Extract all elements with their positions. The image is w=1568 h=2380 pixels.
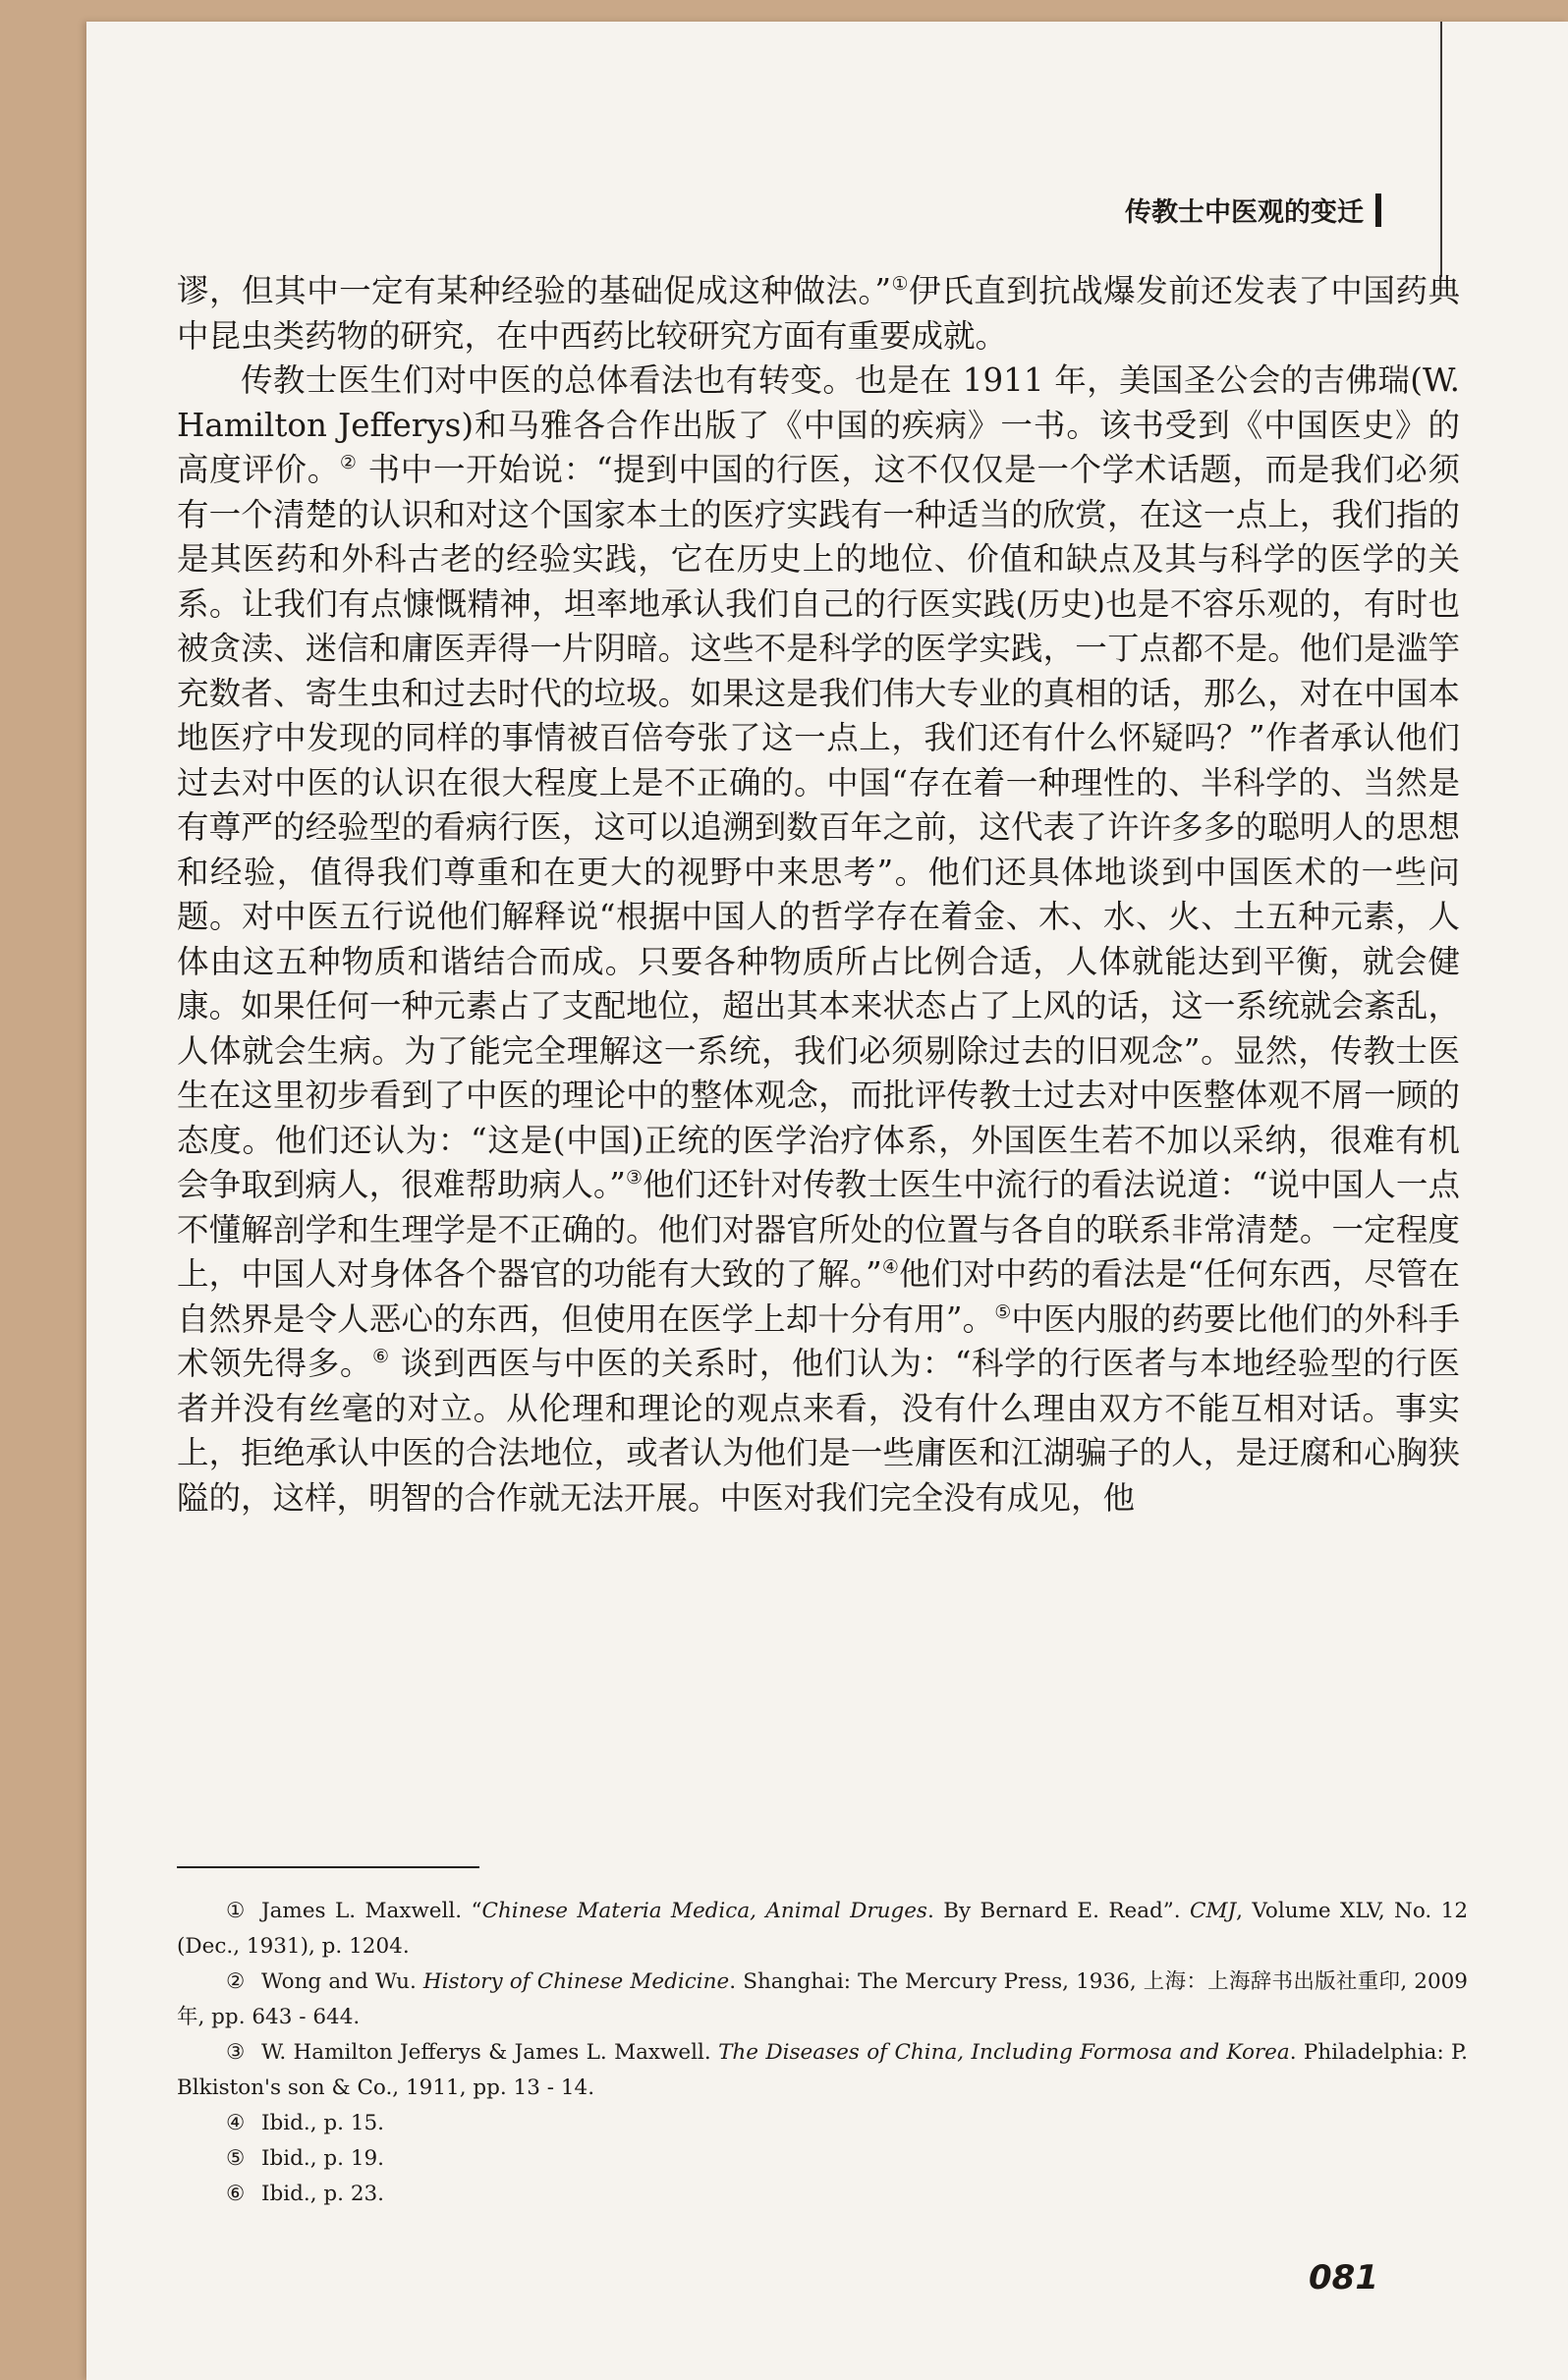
header-bar-mark: [1375, 194, 1381, 227]
footnote-ref-2: ②: [339, 452, 358, 474]
footnote-ref-5: ⑤: [994, 1301, 1012, 1323]
footnote-italic: The Diseases of China, Including Formosa and Korea: [718, 2040, 1290, 2065]
footnote-italic: CMJ: [1190, 1899, 1237, 1923]
running-header: [1125, 191, 1381, 229]
paragraph-2-text-b: 书中一开始说：“提到中国的行医，这不仅仅是一个学术话题，而是我们必须有一个清楚的认识和对这个国家本土的医疗实践有一种适当的欣赏，在这一点上，我们指的是其医药和外科古老的经验实践，它在历史上的地位、价值和缺点及其与科学的医学的关系。让我们有点慷慨精神，坦率地承认我们自己的行医实践(历史)也是不容乐观的，有时也被贪渎、迷信和庸医弄得一片阴暗。这些不是科学的医学实践，一丁点都不是。他们是滥竽充数者、寄生虫和过去时代的垃圾。如果这是我们伟大专业的真相的话，那么，对在中国本地医疗中发现的同样的事情被百倍夸张了这一点上，我们还有什么怀疑吗？”作者承认他们过去对中医的认识在很大程度上是不正确的。中国“存在着一种理性的、半科学的、当然是有尊严的经验型的看病行医，这可以追溯到数百年之前，这代表了许许多多的聪明人的思想和经验，值得我们尊重和在更大的视野中来思考”。他们还具体地谈到中国医术的一些问题。对中医五行说他们解释说“根据中国人的哲学存在着金、木、水、火、土五种元素，人体由这五种物质和谐结合而成。只要各种物质所占比例合适，人体就能达到平衡，就会健康。如果任何一种元素占了支配地位，超出其本来状态占了上风的话，这一系统就会紊乱，人体就会生病。为了能完全理解这一系统，我们必须剔除过去的旧观念”。显然，传教士医生在这里初步看到了中医的理论中的整体观念，而批评传教士过去对中医整体观不屑一顾的态度。他们还认为：“这是(中国)正统的医学治疗体系，外国医生若不加以采纳，很难有机会争取到病人，很难帮助病人。”: [177, 451, 1460, 1203]
footnote-5: [177, 2141, 1468, 2177]
footnote-mark: ⑤: [226, 2146, 246, 2171]
footnote-text: Ibid., p. 23.: [261, 2182, 385, 2206]
paragraph-1: [177, 269, 1460, 359]
page-number: 081: [1309, 2258, 1378, 2297]
body-text: [177, 269, 1460, 1521]
footnote-text: . Philadelphia: P. Blkiston's son & Co., 1911, pp. 13 - 14.: [177, 2040, 1468, 2100]
footnote-text: Ibid., p. 15.: [261, 2111, 385, 2135]
footnote-mark: ③: [226, 2040, 246, 2065]
paragraph-2-text-d: 他们对中药的看法是“任何东西，尽管在自然界是令人恶心的东西，但使用在医学上却十分有用”。: [177, 1255, 1460, 1338]
paragraph-2-text-a: 传教士医生们对中医的总体看法也有转变。也是在 1911 年，美国圣公会的吉佛瑞(W. Hamilton Jefferys)和马雅各合作出版了《中国的疾病》一书。该书受到《中国医史》的高度评价。: [177, 361, 1460, 488]
footnote-italic: History of Chinese Medicine: [422, 1969, 730, 1994]
footnote-mark: ②: [226, 1969, 246, 1994]
footnote-divider: [177, 1866, 479, 1868]
footnote-3: [177, 2035, 1468, 2106]
paragraph-2-text-f: 谈到西医与中医的关系时，他们认为：“科学的行医者与本地经验型的行医者并没有丝毫的对立。从伦理和理论的观点来看，没有什么理由双方不能互相对话。事实上，拒绝承认中医的合法地位，或者认为他们是一些庸医和江湖骗子的人，是迂腐和心胸狭隘的，这样，明智的合作就无法开展。中医对我们完全没有成见，他: [177, 1345, 1460, 1517]
footnote-ref-6: ⑥: [372, 1346, 390, 1368]
footnote-ref-1: ①: [890, 273, 910, 296]
paragraph-2: [177, 359, 1460, 1521]
footnote-text: James L. Maxwell. “: [261, 1899, 482, 1923]
footnotes: [177, 1894, 1468, 2212]
footnote-ref-3: ③: [625, 1167, 644, 1190]
paragraph-1-text-b: 伊氏直到抗战爆发前还发表了中国药典中昆虫类药物的研究，在中西药比较研究方面有重要成就。: [177, 272, 1460, 355]
footnote-text: . By Bernard E. Read”.: [926, 1899, 1191, 1923]
footnote-mark: ①: [226, 1899, 246, 1923]
footnote-text: . Shanghai: The Mercury Press, 1936, 上海：上海辞书出版社重印, 2009 年, pp. 643 - 644.: [177, 1969, 1468, 2029]
footnote-text: Wong and Wu.: [261, 1969, 423, 1994]
page-edge-line: [1440, 22, 1442, 277]
footnote-ref-4: ④: [881, 1256, 900, 1279]
footnote-4: [177, 2106, 1468, 2141]
footnote-italic: Chinese Materia Medica, Animal Druges: [481, 1899, 927, 1923]
paragraph-2-text-e: 中医内服的药要比他们的外科手术领先得多。: [177, 1300, 1460, 1382]
footnote-text: W. Hamilton Jefferys & James L. Maxwell.: [261, 2040, 719, 2065]
footnote-2: [177, 1965, 1468, 2035]
footnote-text: , Volume XLV, No. 12 (Dec., 1931), p. 1204.: [177, 1899, 1468, 1959]
running-title: 传教士中医观的变迁: [1125, 197, 1364, 228]
paragraph-1-text-a: 谬，但其中一定有某种经验的基础促成这种做法。”: [177, 272, 891, 309]
footnote-6: [177, 2177, 1468, 2212]
footnote-text: Ibid., p. 19.: [261, 2146, 385, 2171]
footnote-mark: ④: [226, 2111, 246, 2135]
footnote-1: [177, 1894, 1468, 1965]
paragraph-2-text-c: 他们还针对传教士医生中流行的看法说道：“说中国人一点不懂解剖学和生理学是不正确的。他们对器官所处的位置与各自的联系非常清楚。一定程度上，中国人对身体各个器官的功能有大致的了解。”: [177, 1166, 1460, 1293]
footnote-mark: ⑥: [226, 2182, 246, 2206]
book-page: [86, 22, 1568, 2380]
